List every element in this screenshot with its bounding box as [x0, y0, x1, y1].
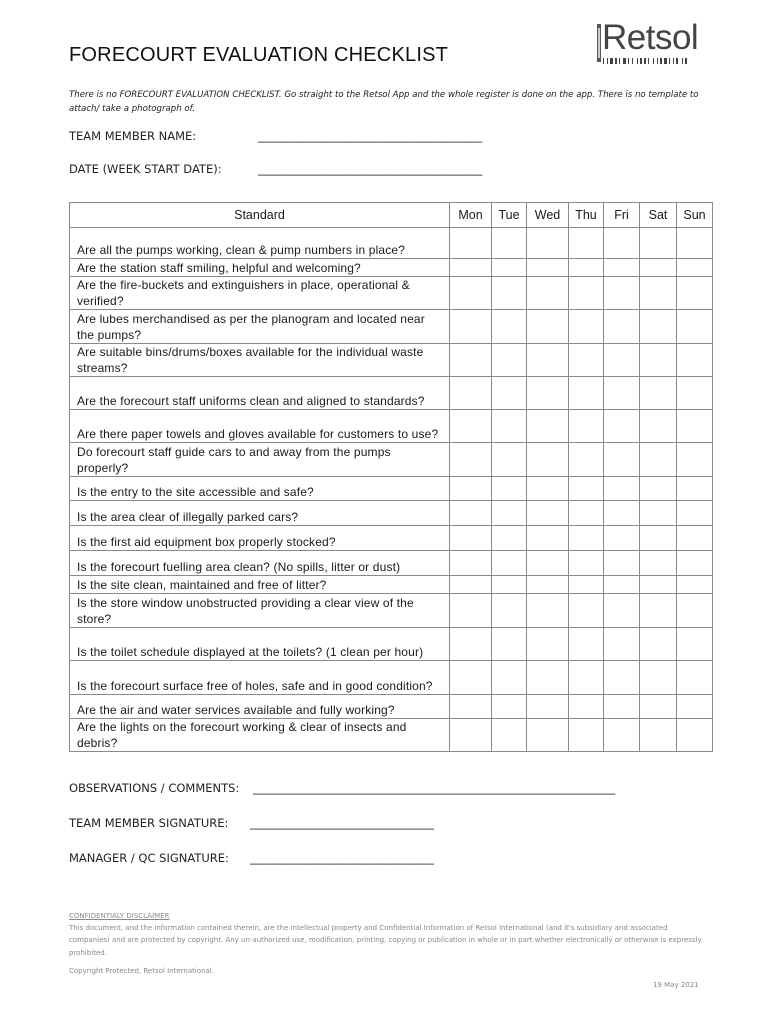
- observations-label: OBSERVATIONS / COMMENTS:: [69, 781, 240, 795]
- day-check-cell[interactable]: [640, 228, 677, 259]
- day-check-cell[interactable]: [677, 695, 713, 719]
- manager-signature-field[interactable]: [69, 851, 434, 865]
- day-check-cell[interactable]: [569, 477, 604, 501]
- day-check-cell[interactable]: [492, 443, 527, 477]
- team-signature-field[interactable]: [69, 816, 434, 830]
- day-check-cell[interactable]: [450, 551, 492, 576]
- day-check-cell[interactable]: [677, 310, 713, 344]
- standard-question: Is the entry to the site accessible and safe?: [70, 477, 450, 501]
- checklist-row: [70, 576, 713, 594]
- day-check-cell[interactable]: [527, 344, 569, 377]
- standard-question: Is the area clear of illegally parked cars?: [70, 501, 450, 526]
- barcode-icon: [603, 58, 707, 64]
- checklist-row: [70, 628, 713, 661]
- day-check-cell[interactable]: [604, 477, 640, 501]
- day-check-cell[interactable]: [527, 443, 569, 477]
- standard-header: Standard: [70, 203, 450, 228]
- day-check-cell[interactable]: [450, 310, 492, 344]
- day-check-cell[interactable]: [640, 477, 677, 501]
- day-check-cell[interactable]: [450, 344, 492, 377]
- day-check-cell[interactable]: [640, 310, 677, 344]
- day-check-cell[interactable]: [640, 526, 677, 551]
- day-check-cell[interactable]: [604, 377, 640, 410]
- checklist-row: [70, 259, 713, 277]
- day-check-cell[interactable]: [527, 501, 569, 526]
- checklist-row: [70, 410, 713, 443]
- day-check-cell[interactable]: [640, 501, 677, 526]
- standard-question: Is the first aid equipment box properly stocked?: [70, 526, 450, 551]
- day-check-cell[interactable]: [677, 719, 713, 752]
- checklist-row: [70, 719, 713, 752]
- day-check-cell[interactable]: [677, 661, 713, 695]
- day-check-cell[interactable]: [604, 277, 640, 310]
- day-check-cell[interactable]: [640, 719, 677, 752]
- checklist-row: [70, 228, 713, 259]
- standard-question: Are there paper towels and gloves available for customers to use?: [70, 410, 450, 443]
- day-check-cell[interactable]: [492, 410, 527, 443]
- day-check-cell[interactable]: [569, 344, 604, 377]
- day-check-cell[interactable]: [640, 443, 677, 477]
- date-line[interactable]: _______________________________________: [258, 162, 483, 176]
- day-check-cell[interactable]: [450, 259, 492, 277]
- day-check-cell[interactable]: [450, 719, 492, 752]
- date-label: DATE (WEEK START DATE):: [69, 162, 222, 176]
- day-check-cell[interactable]: [492, 551, 527, 576]
- day-check-cell[interactable]: [527, 377, 569, 410]
- team-signature-label: TEAM MEMBER SIGNATURE:: [69, 816, 229, 830]
- day-check-cell[interactable]: [492, 576, 527, 594]
- day-check-cell[interactable]: [677, 594, 713, 628]
- day-check-cell[interactable]: [492, 310, 527, 344]
- day-check-cell[interactable]: [604, 526, 640, 551]
- day-check-cell[interactable]: [640, 551, 677, 576]
- day-check-cell[interactable]: [450, 377, 492, 410]
- day-check-cell[interactable]: [492, 719, 527, 752]
- retsol-logo: [597, 18, 709, 66]
- disclaimer-title: CONFIDENTIALY DISCLAIMER: [69, 912, 170, 920]
- checklist-row: [70, 344, 713, 377]
- day-check-cell[interactable]: [527, 277, 569, 310]
- day-check-cell[interactable]: [604, 259, 640, 277]
- table-header-row: [70, 203, 713, 228]
- checklist-row: [70, 477, 713, 501]
- standard-question: Is the forecourt surface free of holes, safe and in good condition?: [70, 661, 450, 695]
- day-check-cell[interactable]: [527, 661, 569, 695]
- day-check-cell[interactable]: [527, 628, 569, 661]
- day-check-cell[interactable]: [640, 661, 677, 695]
- day-check-cell[interactable]: [640, 576, 677, 594]
- checklist-row: [70, 661, 713, 695]
- day-header: Thu: [569, 203, 604, 228]
- day-check-cell[interactable]: [492, 526, 527, 551]
- day-check-cell[interactable]: [604, 594, 640, 628]
- day-check-cell[interactable]: [677, 228, 713, 259]
- day-check-cell[interactable]: [492, 259, 527, 277]
- day-check-cell[interactable]: [604, 576, 640, 594]
- day-check-cell[interactable]: [569, 719, 604, 752]
- copyright-note: Copyright Protected, Retsol International.: [69, 967, 214, 975]
- observations-field[interactable]: [69, 781, 616, 795]
- day-check-cell[interactable]: [640, 344, 677, 377]
- day-check-cell[interactable]: [492, 695, 527, 719]
- manager-signature-line[interactable]: ________________________________: [250, 851, 434, 865]
- manager-signature-label: MANAGER / QC SIGNATURE:: [69, 851, 229, 865]
- day-check-cell[interactable]: [492, 344, 527, 377]
- day-check-cell[interactable]: [640, 277, 677, 310]
- day-check-cell[interactable]: [640, 377, 677, 410]
- standard-question: Are the station staff smiling, helpful and welcoming?: [70, 259, 450, 277]
- day-check-cell[interactable]: [677, 377, 713, 410]
- standard-question: Are the air and water services available and fully working?: [70, 695, 450, 719]
- day-header: Tue: [492, 203, 527, 228]
- day-check-cell[interactable]: [569, 410, 604, 443]
- day-check-cell[interactable]: [640, 628, 677, 661]
- team-member-name-line[interactable]: _______________________________________: [258, 129, 483, 143]
- day-check-cell[interactable]: [569, 628, 604, 661]
- day-check-cell[interactable]: [527, 259, 569, 277]
- day-check-cell[interactable]: [569, 501, 604, 526]
- day-check-cell[interactable]: [569, 310, 604, 344]
- standard-question: Is the store window unobstructed providing a clear view of the store?: [70, 594, 450, 628]
- standard-question: Is the forecourt fuelling area clean? (No spills, litter or dust): [70, 551, 450, 576]
- standard-question: Are the fire-buckets and extinguishers in place, operational & verified?: [70, 277, 450, 310]
- day-check-cell[interactable]: [450, 477, 492, 501]
- day-check-cell[interactable]: [569, 576, 604, 594]
- logo-wordmark: Retsol: [602, 18, 699, 57]
- day-check-cell[interactable]: [569, 661, 604, 695]
- checklist-row: [70, 526, 713, 551]
- day-check-cell[interactable]: [527, 526, 569, 551]
- observations-line[interactable]: _______________________________________________________________: [253, 781, 616, 795]
- day-check-cell[interactable]: [640, 594, 677, 628]
- day-check-cell[interactable]: [569, 228, 604, 259]
- day-check-cell[interactable]: [677, 551, 713, 576]
- day-check-cell[interactable]: [492, 661, 527, 695]
- day-check-cell[interactable]: [677, 526, 713, 551]
- day-check-cell[interactable]: [450, 695, 492, 719]
- checklist-row: [70, 501, 713, 526]
- day-check-cell[interactable]: [450, 410, 492, 443]
- day-check-cell[interactable]: [450, 277, 492, 310]
- day-check-cell[interactable]: [677, 259, 713, 277]
- day-check-cell[interactable]: [450, 628, 492, 661]
- day-check-cell[interactable]: [450, 443, 492, 477]
- day-check-cell[interactable]: [492, 628, 527, 661]
- day-check-cell[interactable]: [604, 344, 640, 377]
- day-check-cell[interactable]: [527, 228, 569, 259]
- standard-question: Is the toilet schedule displayed at the toilets? (1 clean per hour): [70, 628, 450, 661]
- day-header: Fri: [604, 203, 640, 228]
- day-check-cell[interactable]: [450, 228, 492, 259]
- day-check-cell[interactable]: [569, 594, 604, 628]
- day-check-cell[interactable]: [640, 695, 677, 719]
- standard-question: Are the lights on the forecourt working & clear of insects and debris?: [70, 719, 450, 752]
- date-field[interactable]: [69, 162, 483, 176]
- day-check-cell[interactable]: [527, 551, 569, 576]
- day-check-cell[interactable]: [450, 526, 492, 551]
- checklist-row: [70, 695, 713, 719]
- checklist-row: [70, 594, 713, 628]
- document-date: 19 May 2021: [653, 981, 699, 989]
- day-check-cell[interactable]: [604, 228, 640, 259]
- day-check-cell[interactable]: [604, 410, 640, 443]
- day-header: Sat: [640, 203, 677, 228]
- standard-question: Are lubes merchandised as per the planogram and located near the pumps?: [70, 310, 450, 344]
- day-header: Mon: [450, 203, 492, 228]
- day-check-cell[interactable]: [677, 443, 713, 477]
- day-check-cell[interactable]: [677, 501, 713, 526]
- day-check-cell[interactable]: [527, 594, 569, 628]
- intro-note: There is no FORECOURT EVALUATION CHECKLIST. Go straight to the Retsol App and the whole register is done on the app. There is no template to attach/ take a photograph of.: [69, 90, 699, 114]
- day-check-cell[interactable]: [677, 344, 713, 377]
- day-check-cell[interactable]: [604, 661, 640, 695]
- day-check-cell[interactable]: [569, 377, 604, 410]
- day-check-cell[interactable]: [640, 259, 677, 277]
- day-check-cell[interactable]: [604, 695, 640, 719]
- day-header: Wed: [527, 203, 569, 228]
- day-check-cell[interactable]: [677, 477, 713, 501]
- day-header: Sun: [677, 203, 713, 228]
- standard-question: Are the forecourt staff uniforms clean and aligned to standards?: [70, 377, 450, 410]
- day-check-cell[interactable]: [569, 259, 604, 277]
- day-check-cell[interactable]: [492, 477, 527, 501]
- day-check-cell[interactable]: [569, 526, 604, 551]
- day-check-cell[interactable]: [450, 594, 492, 628]
- disclaimer-body: This document, and the information contained therein, are the intellectual property and Confidential Information of Retsol International (and it's subsidiary and associated companies) and are protected by copyright. Any un-authorized use, modification, printing, copying or publication in whole or in part whether electronically or otherwise is expressly prohibited.: [69, 924, 702, 957]
- day-check-cell[interactable]: [677, 628, 713, 661]
- standard-question: Is the site clean, maintained and free of litter?: [70, 576, 450, 594]
- day-check-cell[interactable]: [677, 410, 713, 443]
- day-check-cell[interactable]: [492, 228, 527, 259]
- day-check-cell[interactable]: [640, 410, 677, 443]
- day-check-cell[interactable]: [569, 277, 604, 310]
- day-check-cell[interactable]: [492, 277, 527, 310]
- day-check-cell[interactable]: [604, 719, 640, 752]
- day-check-cell[interactable]: [492, 377, 527, 410]
- day-check-cell[interactable]: [527, 410, 569, 443]
- day-check-cell[interactable]: [604, 501, 640, 526]
- page-title: FORECOURT EVALUATION CHECKLIST: [69, 44, 449, 66]
- day-check-cell[interactable]: [604, 443, 640, 477]
- day-check-cell[interactable]: [492, 594, 527, 628]
- day-check-cell[interactable]: [527, 719, 569, 752]
- day-check-cell[interactable]: [527, 695, 569, 719]
- checklist-row: [70, 310, 713, 344]
- day-check-cell[interactable]: [604, 551, 640, 576]
- day-check-cell[interactable]: [492, 501, 527, 526]
- day-check-cell[interactable]: [450, 661, 492, 695]
- day-check-cell[interactable]: [527, 576, 569, 594]
- day-check-cell[interactable]: [569, 695, 604, 719]
- day-check-cell[interactable]: [604, 310, 640, 344]
- day-check-cell[interactable]: [527, 477, 569, 501]
- checklist-row: [70, 377, 713, 410]
- checklist-row: [70, 443, 713, 477]
- standard-question: Are all the pumps working, clean & pump numbers in place?: [70, 228, 450, 259]
- checklist-row: [70, 551, 713, 576]
- standard-question: Do forecourt staff guide cars to and away from the pumps properly?: [70, 443, 450, 477]
- team-member-name-label: TEAM MEMBER NAME:: [69, 129, 197, 143]
- day-check-cell[interactable]: [569, 443, 604, 477]
- standard-question: Are suitable bins/drums/boxes available for the individual waste streams?: [70, 344, 450, 377]
- checklist-table: [69, 202, 713, 752]
- day-check-cell[interactable]: [677, 576, 713, 594]
- team-member-name-field[interactable]: [69, 129, 483, 143]
- day-check-cell[interactable]: [450, 576, 492, 594]
- day-check-cell[interactable]: [677, 277, 713, 310]
- day-check-cell[interactable]: [450, 501, 492, 526]
- checklist-row: [70, 277, 713, 310]
- team-signature-line[interactable]: ________________________________: [250, 816, 434, 830]
- day-check-cell[interactable]: [604, 628, 640, 661]
- day-check-cell[interactable]: [527, 310, 569, 344]
- day-check-cell[interactable]: [569, 551, 604, 576]
